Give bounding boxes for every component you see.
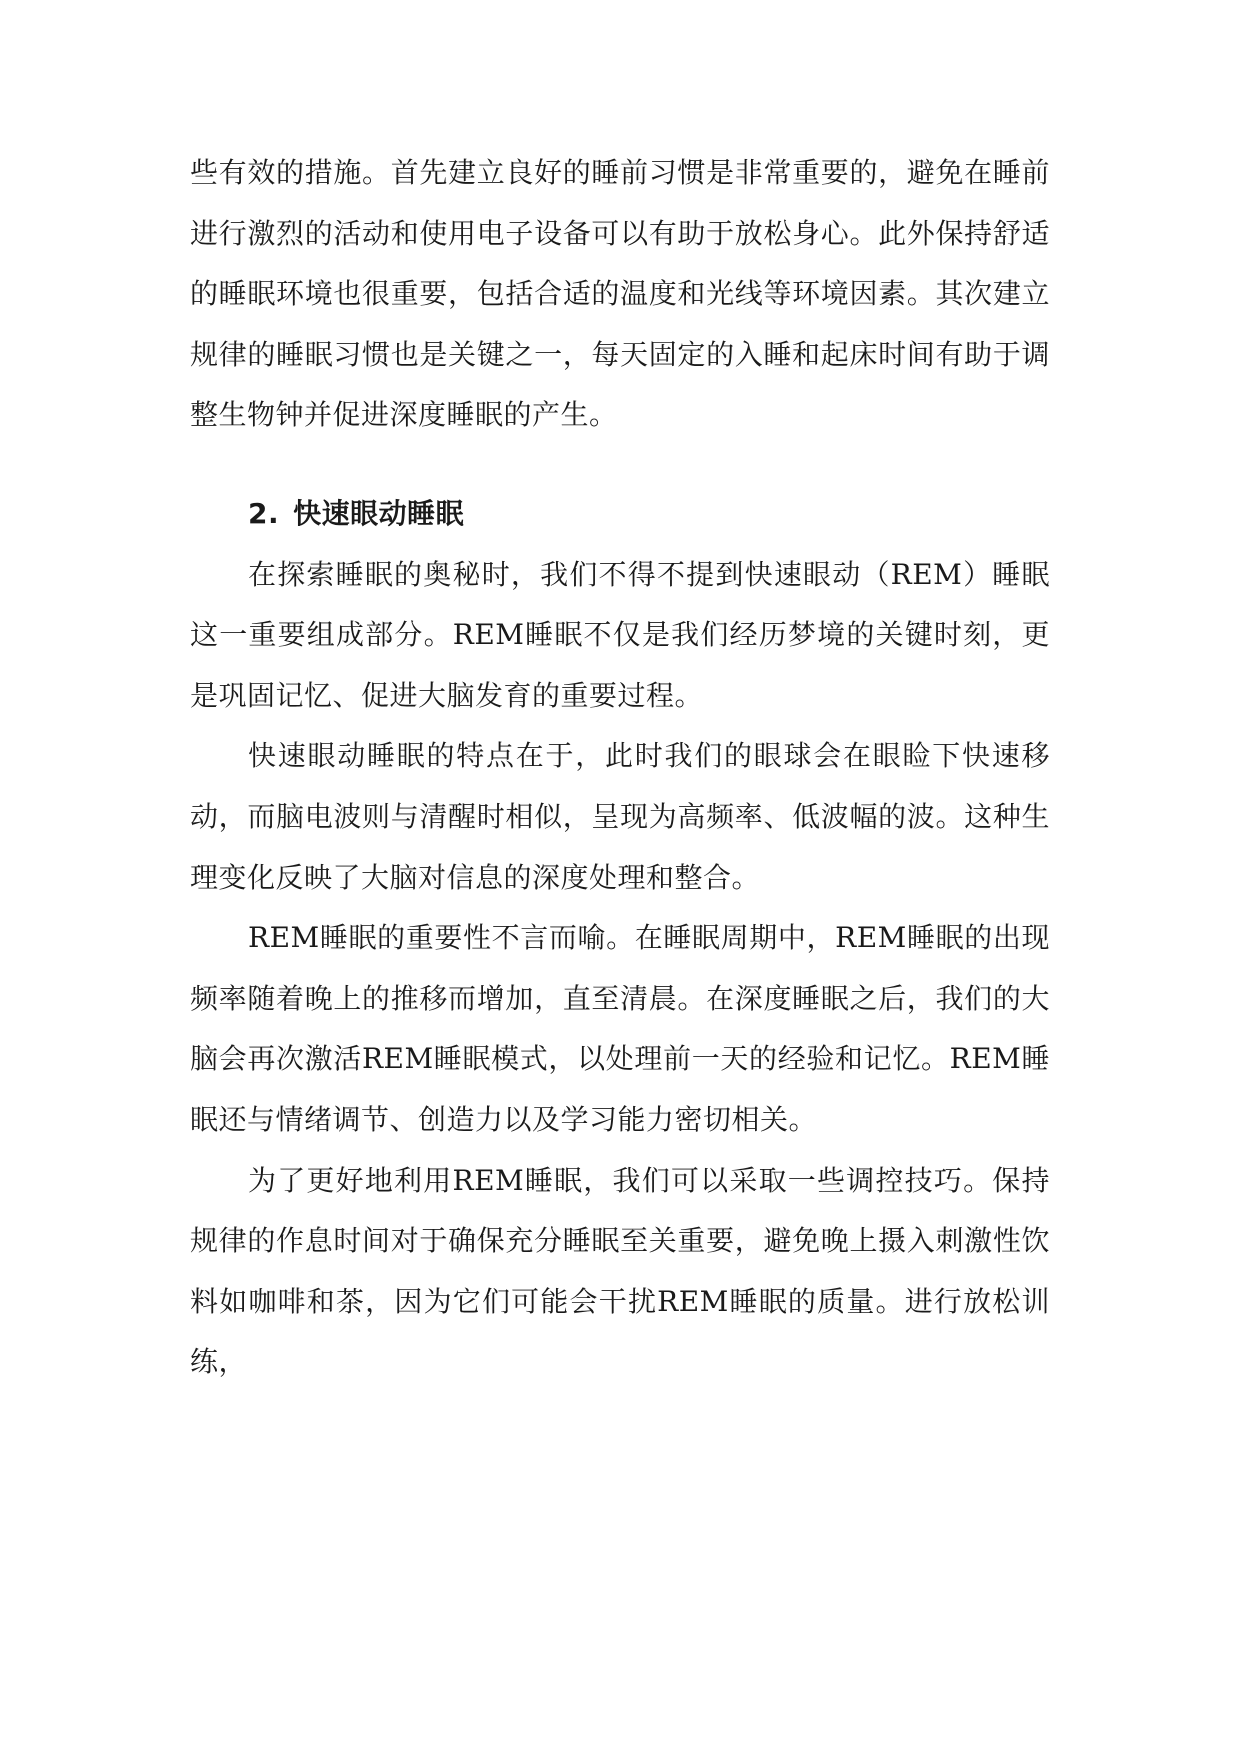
section-heading xyxy=(190,484,1050,545)
document-body xyxy=(190,143,1050,1393)
paragraph-continued-measures: 些有效的措施。首先建立良好的睡前习惯是非常重要的，避免在睡前进行激烈的活动和使用电子设备可以有助于放松身心。此外保持舒适的睡眠环境也很重要，包括合适的温度和光线等环境因素。其次建立规律的睡眠习惯也是关键之一，每天固定的入睡和起床时间有助于调整生物钟并促进深度睡眠的产生。 xyxy=(190,156,1050,432)
paragraph-rem-techniques: 为了更好地利用REM睡眠，我们可以采取一些调控技巧。保持规律的作息时间对于确保充分睡眠至关重要，避免晚上摄入刺激性饮料如咖啡和茶，因为它们可能会干扰REM睡眠的质量。进行放松训练， xyxy=(190,1163,1050,1379)
section-number: 2. xyxy=(248,496,280,530)
paragraph-rem-intro: 在探索睡眠的奥秘时，我们不得不提到快速眼动（REM）睡眠这一重要组成部分。REM睡眠不仅是我们经历梦境的关键时刻，更是巩固记忆、促进大脑发育的重要过程。 xyxy=(190,557,1050,712)
section-title: 快速眼动睡眠 xyxy=(293,496,465,530)
paragraph-rem-characteristics: 快速眼动睡眠的特点在于，此时我们的眼球会在眼睑下快速移动，而脑电波则与清醒时相似，呈现为高频率、低波幅的波。这种生理变化反映了大脑对信息的深度处理和整合。 xyxy=(190,739,1050,894)
paragraph-rem-importance: REM睡眠的重要性不言而喻。在睡眠周期中，REM睡眠的出现频率随着晚上的推移而增加，直至清晨。在深度睡眠之后，我们的大脑会再次激活REM睡眠模式，以处理前一天的经验和记忆。REM睡眠还与情绪调节、创造力以及学习能力密切相关。 xyxy=(190,921,1050,1136)
